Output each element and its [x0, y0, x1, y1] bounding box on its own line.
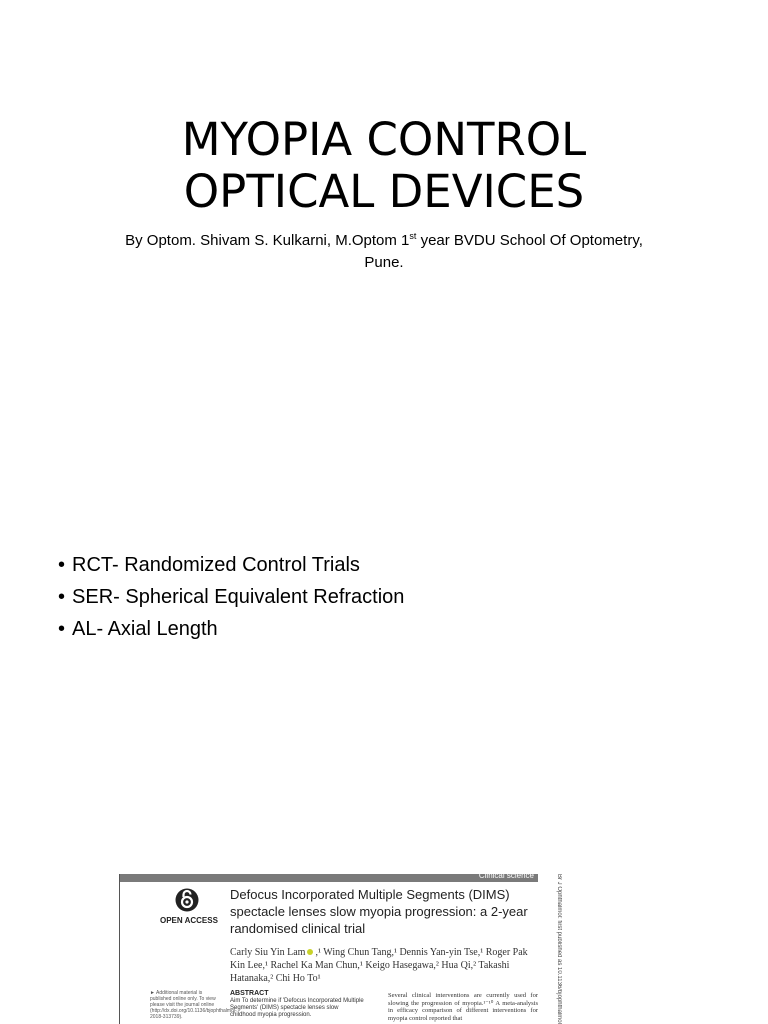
margin-citation: Br J Ophthalmol: first published as 10.1136/bjophthalmol — [556, 874, 562, 1024]
bullet-item: • RCT- Randomized Control Trials — [58, 549, 404, 581]
paper-header-bar — [120, 874, 538, 882]
bullet-list — [58, 549, 404, 645]
body-text: Several clinical interventions are currently used for slowing the progression of myopia.¹⁻¹⁰ A meta-analysis in efficacy comparison of different interventions for myopia control reported that — [388, 992, 538, 1022]
section-tag: Clinical science — [478, 874, 534, 880]
slide-title — [0, 114, 768, 218]
title-line-1: MYOPIA CONTROL — [181, 113, 587, 166]
bullet-item: • SER- Spherical Equivalent Refraction — [58, 581, 404, 613]
paper-title: Defocus Incorporated Multiple Segments (DIMS) spectacle lenses slow myopia progression: a 2-year randomised clinical trial — [230, 887, 528, 936]
bullet-item: • AL- Axial Length — [58, 613, 404, 645]
open-access-icon — [175, 888, 199, 912]
slide-subtitle — [120, 230, 648, 274]
subtitle-text-end: year BVDU School Of Optometry, Pune. — [364, 232, 643, 271]
first-author: Carly Siu Yin Lam — [230, 947, 306, 958]
abstract-text: Aim To determine if 'Defocus Incorporated Multiple Segments' (DIMS) spectacle lenses slow childhood myopia progression. — [230, 998, 364, 1018]
paper-authors — [230, 946, 530, 985]
orcid-icon — [307, 949, 313, 955]
subtitle-text-start: By Optom. Shivam S. Kulkarni, M.Optom 1 — [125, 232, 410, 249]
open-access-label: OPEN ACCESS — [160, 916, 218, 925]
subtitle-superscript: st — [409, 231, 417, 241]
abstract-heading: ABSTRACT — [230, 990, 269, 997]
other-authors: ,¹ Wing Chun Tang,¹ Dennis Yan-yin Tse,¹ Roger Pak Kin Lee,¹ Rachel Ka Man Chun,¹ Keigo Hasegawa,² Hua Qi,² Takashi Hatanaka,² Chi Ho To¹ — [230, 947, 528, 984]
title-line-2: OPTICAL DEVICES — [183, 165, 585, 218]
abbreviations-slide — [0, 512, 768, 1024]
supplementary-note: ► Additional material is published online only. To view please visit the journal online (http://dx.doi.org/10.1136/bjophthalmol-2018-313739). — [150, 990, 237, 1020]
paper-screenshot — [119, 874, 565, 1024]
